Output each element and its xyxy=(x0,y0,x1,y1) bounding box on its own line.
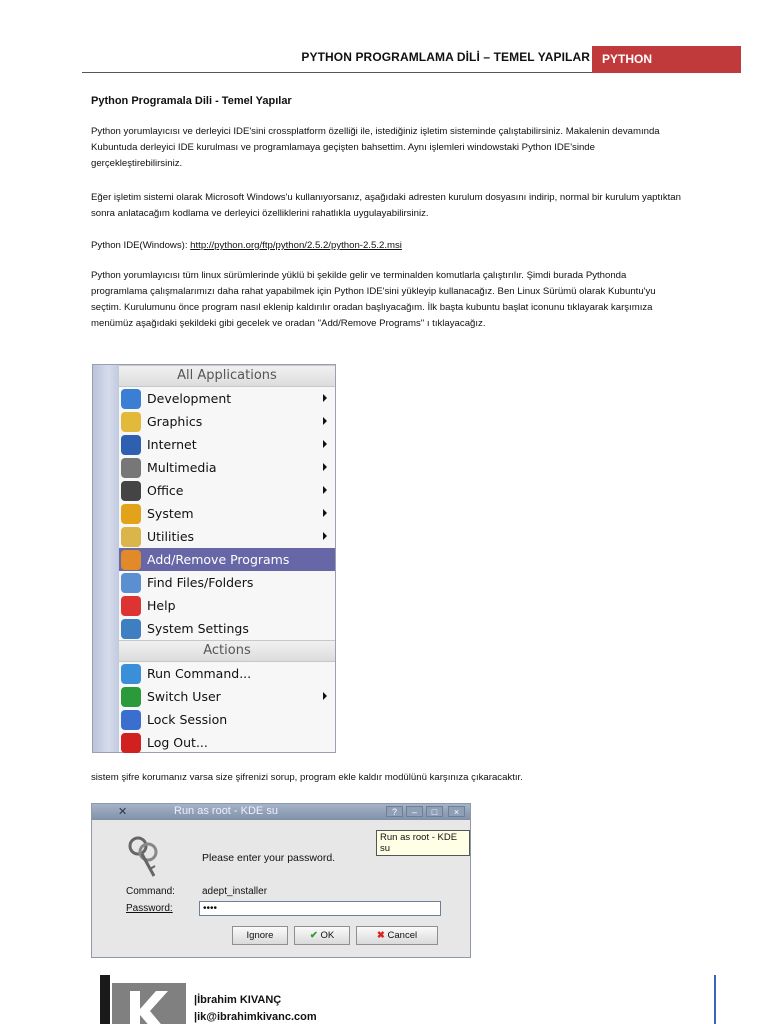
switch-user-icon xyxy=(121,687,141,707)
ide-download-link[interactable]: http://python.org/ftp/python/2.5.2/python-2.5.2.msi xyxy=(190,240,402,251)
lock-icon xyxy=(121,710,141,730)
settings-icon xyxy=(121,619,141,639)
cancel-x-icon: ✖ xyxy=(376,930,385,941)
internet-icon xyxy=(121,435,141,455)
ide-line xyxy=(91,238,681,254)
title-tooltip: Run as root - KDE su xyxy=(376,830,470,856)
minimize-button[interactable]: – xyxy=(406,806,423,817)
office-icon xyxy=(121,481,141,501)
submenu-arrow-icon xyxy=(323,692,327,700)
menu-item-run-command[interactable] xyxy=(119,662,335,685)
menu-item-office[interactable] xyxy=(119,479,335,502)
menu-item-label: Utilities xyxy=(147,529,195,544)
kde-start-menu xyxy=(92,364,336,753)
menu-item-label: System Settings xyxy=(147,621,249,636)
menu-item-find-files-folders[interactable] xyxy=(119,571,335,594)
add-remove-icon xyxy=(121,550,141,570)
menu-item-label: System xyxy=(147,506,194,521)
menu-item-label: Multimedia xyxy=(147,460,217,475)
ignore-label: Ignore xyxy=(246,930,274,941)
section-actions: Actions xyxy=(119,640,335,662)
menu-item-help[interactable] xyxy=(119,594,335,617)
paragraph-3: Python yorumlayıcısı tüm linux sürümlerinde yüklü bi şekilde gelir ve terminalden komutlarla çalıştırılır. Şimdi burada Pythonda programlama çalışmalarımızı daha rahat yapabilmek için Python IDE'sini yükleyip kullanacağız. Ben Linux Sürümü olarak Kubuntu'yu seçtim. Kurulumunu önce program nasıl eklenip kaldırılır oradan başlıyacağım. İlk başta kubuntu başlat iconunu tıklayarak karşımıza menümüz aşağıdaki şekildeki gibi gecelek ve oradan "Add/Remove Programs" ı tıklayacağız. xyxy=(91,270,656,329)
paragraph-1: Python yorumlayıcısı ve derleyici IDE'sini crossplatform özelliği ile, istediğiniz işletim sisteminde çalıştabilirsiniz. Makalenin devamında Kubuntuda derleyici IDE kurulması ve programlamaya geçişten bahsettim. Aynı işlemleri windowstaki Python IDE'sinde gerçekleştirebilirsiniz. xyxy=(91,126,660,169)
kde-su-dialog xyxy=(91,803,471,958)
submenu-arrow-icon xyxy=(323,486,327,494)
help-button[interactable]: ? xyxy=(386,806,403,817)
close-x-icon[interactable]: ✕ xyxy=(118,806,128,818)
password-prompt: Please enter your password. xyxy=(202,852,336,864)
ide-label: Python IDE(Windows): xyxy=(91,240,191,251)
page-header-title: PYTHON PROGRAMLAMA DİLİ – TEMEL YAPILAR xyxy=(301,50,590,64)
menu-item-graphics[interactable] xyxy=(119,410,335,433)
graphics-icon xyxy=(121,412,141,432)
menu-item-label: Graphics xyxy=(147,414,203,429)
submenu-arrow-icon xyxy=(323,509,327,517)
menu-item-lock-session[interactable] xyxy=(119,708,335,731)
command-label: Command: xyxy=(126,886,175,897)
section-all-applications: All Applications xyxy=(119,365,335,387)
ok-label: OK xyxy=(320,930,335,941)
footer-accent-bar xyxy=(714,975,716,1024)
cancel-label: Cancel xyxy=(387,930,418,941)
menu-item-label: Internet xyxy=(147,437,197,452)
check-icon: ✔ xyxy=(309,930,318,941)
menu-item-label: Switch User xyxy=(147,689,221,704)
menu-item-switch-user[interactable] xyxy=(119,685,335,708)
password-field[interactable]: •••• xyxy=(199,901,441,916)
author-logo xyxy=(100,975,186,1024)
development-icon xyxy=(121,389,141,409)
menu-item-utilities[interactable] xyxy=(119,525,335,548)
header-tag: PYTHON xyxy=(592,46,741,73)
menu-item-internet[interactable] xyxy=(119,433,335,456)
menu-item-label: Find Files/Folders xyxy=(147,575,254,590)
menu-side-strip xyxy=(93,365,119,752)
article-heading: Python Programala Dili - Temel Yapılar xyxy=(91,95,292,107)
menu-item-label: Help xyxy=(147,598,176,613)
menu-item-label: Office xyxy=(147,483,184,498)
author-email: |ik@ibrahimkivanc.com xyxy=(194,1011,317,1023)
menu-item-system-settings[interactable] xyxy=(119,617,335,640)
menu-item-label: Lock Session xyxy=(147,712,228,727)
submenu-arrow-icon xyxy=(323,532,327,540)
command-value: adept_installer xyxy=(202,886,268,897)
logout-icon xyxy=(121,733,141,753)
utilities-icon xyxy=(121,527,141,547)
menu-item-development[interactable] xyxy=(119,387,335,410)
menu-item-system[interactable] xyxy=(119,502,335,525)
ignore-button[interactable] xyxy=(232,926,288,945)
submenu-arrow-icon xyxy=(323,417,327,425)
menu-item-multimedia[interactable] xyxy=(119,456,335,479)
multimedia-icon xyxy=(121,458,141,478)
ok-button[interactable] xyxy=(294,926,350,945)
system-icon xyxy=(121,504,141,524)
submenu-arrow-icon xyxy=(323,463,327,471)
paragraph-2: Eğer işletim sistemi olarak Microsoft Windows'u kullanıyorsanız, aşağıdaki adresten kurulum dosyasını indirip, normal bir kurulum yaptıktan sonra anlatacağım kodlama ve derleyici özelliklerini rahatlıkla uygulayabilirsiniz. xyxy=(91,192,681,219)
submenu-arrow-icon xyxy=(323,440,327,448)
menu-item-log-out[interactable] xyxy=(119,731,335,754)
dialog-titlebar xyxy=(92,804,470,820)
author-name: |İbrahim KIVANÇ xyxy=(194,994,282,1006)
close-button[interactable]: × xyxy=(448,806,465,817)
submenu-arrow-icon xyxy=(323,394,327,402)
help-icon xyxy=(121,596,141,616)
find-icon xyxy=(121,573,141,593)
cancel-button[interactable] xyxy=(356,926,438,945)
menu-item-label: Development xyxy=(147,391,232,406)
keys-icon xyxy=(124,834,164,880)
menu-item-label: Add/Remove Programs xyxy=(147,552,290,567)
menu-item-label: Run Command... xyxy=(147,666,252,681)
password-label: Password: xyxy=(126,903,173,914)
dialog-title: Run as root - KDE su xyxy=(174,805,278,817)
run-icon xyxy=(121,664,141,684)
menu-item-add-remove-programs[interactable] xyxy=(119,548,335,571)
maximize-button[interactable]: □ xyxy=(426,806,443,817)
paragraph-4: sistem şifre korumanız varsa size şifrenizi sorup, program ekle kaldır modülünü karşınıza çıkaracaktır. xyxy=(91,772,523,783)
header-rule xyxy=(82,72,592,73)
menu-item-label: Log Out... xyxy=(147,735,208,750)
